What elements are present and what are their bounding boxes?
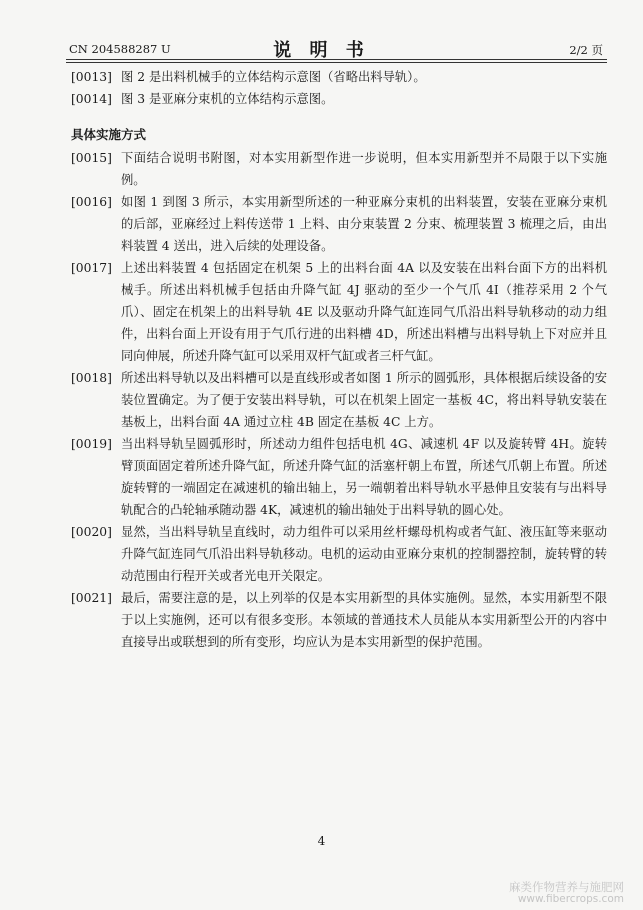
paragraph-number: [0021] (71, 591, 112, 605)
paragraph (71, 191, 607, 257)
paragraph-number: [0019] (71, 437, 112, 451)
header-rule-second (66, 62, 607, 63)
paragraph-text: 如图 1 到图 3 所示，本实用新型所述的一种亚麻分束机的出料装置，安装在亚麻分束机的后部，亚麻经过上料传送带 1 上料、由分束装置 2 分束、梳理装置 3 梳理之后，由出料装置 4 送出，进入后续的处理设备。 (121, 195, 607, 253)
paragraph-text: 图 2 是出料机械手的立体结构示意图（省略出料导轨）。 (121, 70, 426, 84)
paragraph (71, 587, 607, 653)
paragraph-number: [0013] (71, 70, 112, 84)
paragraph-number: [0018] (71, 371, 112, 385)
document-body (71, 66, 607, 653)
patent-number: CN 204588287 U (69, 42, 171, 56)
paragraph (71, 257, 607, 367)
watermark-url: www.fibercrops.com (517, 893, 624, 905)
paragraph (71, 433, 607, 521)
paragraph-text: 所述出料导轨以及出料槽可以是直线形或者如图 1 所示的圆弧形，具体根据后续设备的安装位置确定。为了便于安装出料导轨，可以在机架上固定一基板 4C，将出料导轨安装在基板上，出料台面 4A 通过立柱 4B 固定在基板 4C 上方。 (121, 371, 607, 429)
header-rule (66, 59, 607, 60)
paragraph-number: [0017] (71, 261, 112, 275)
paragraph-text: 图 3 是亚麻分束机的立体结构示意图。 (121, 92, 334, 106)
paragraph-text: 上述出料装置 4 包括固定在机架 5 上的出料台面 4A 以及安装在出料台面下方的出料机械手。所述出料机械手包括由升降气缸 4J 驱动的至少一个气爪 4I（推荐采用 2 个气爪）、固定在机架上的出料导轨 4E 以及驱动升降气缸连同气爪沿出料导轨移动的动力组件，出料台面上开设有用于气爪行进的出料槽 4D，所述出料槽与出料导轨上下对应并且同向伸展，所述升降气缸可以采用双杆气缸或者三杆气缸。 (121, 261, 607, 363)
paragraph-number: [0015] (71, 151, 112, 165)
paragraph-text: 当出料导轨呈圆弧形时，所述动力组件包括电机 4G、减速机 4F 以及旋转臂 4H。旋转臂顶面固定着所述升降气缸，所述升降气缸的活塞杆朝上布置，所述气爪朝上布置。所述旋转臂的一端固定在减速机的输出轴上，另一端朝着出料导轨水平悬伸且安装有与出料导轨配合的凸轮轴承随动器 4K，减速机的输出轴处于出料导轨的圆心处。 (121, 437, 607, 517)
paragraph-number: [0016] (71, 195, 112, 209)
paragraph (71, 521, 607, 587)
paragraph-number: [0020] (71, 525, 112, 539)
page-count: 2/2 页 (569, 43, 603, 57)
document-title: 说 明 书 (273, 40, 370, 61)
paragraph (71, 147, 607, 191)
paragraph (71, 367, 607, 433)
paragraph-text: 下面结合说明书附图，对本实用新型作进一步说明，但本实用新型并不局限于以下实施例。 (121, 151, 607, 187)
paragraph-text: 显然，当出料导轨呈直线时，动力组件可以采用丝杆螺母机构或者气缸、液压缸等来驱动升降气缸连同气爪沿出料导轨移动。电机的运动由亚麻分束机的控制器控制，旋转臂的转动范围由行程开关或者光电开关限定。 (121, 525, 607, 583)
section-heading: 具体实施方式 (71, 127, 147, 142)
page-number: 4 (317, 834, 326, 848)
watermark-site-name: 麻类作物营养与施肥网 (509, 880, 624, 894)
paragraph-number: [0014] (71, 92, 112, 106)
paragraph (71, 66, 607, 88)
paragraph-text: 最后，需要注意的是，以上列举的仅是本实用新型的具体实施例。显然，本实用新型不限于以上实施例，还可以有很多变形。本领域的普通技术人员能从本实用新型公开的内容中直接导出或联想到的所有变形，均应认为是本实用新型的保护范围。 (121, 591, 607, 649)
paragraph (71, 88, 607, 110)
